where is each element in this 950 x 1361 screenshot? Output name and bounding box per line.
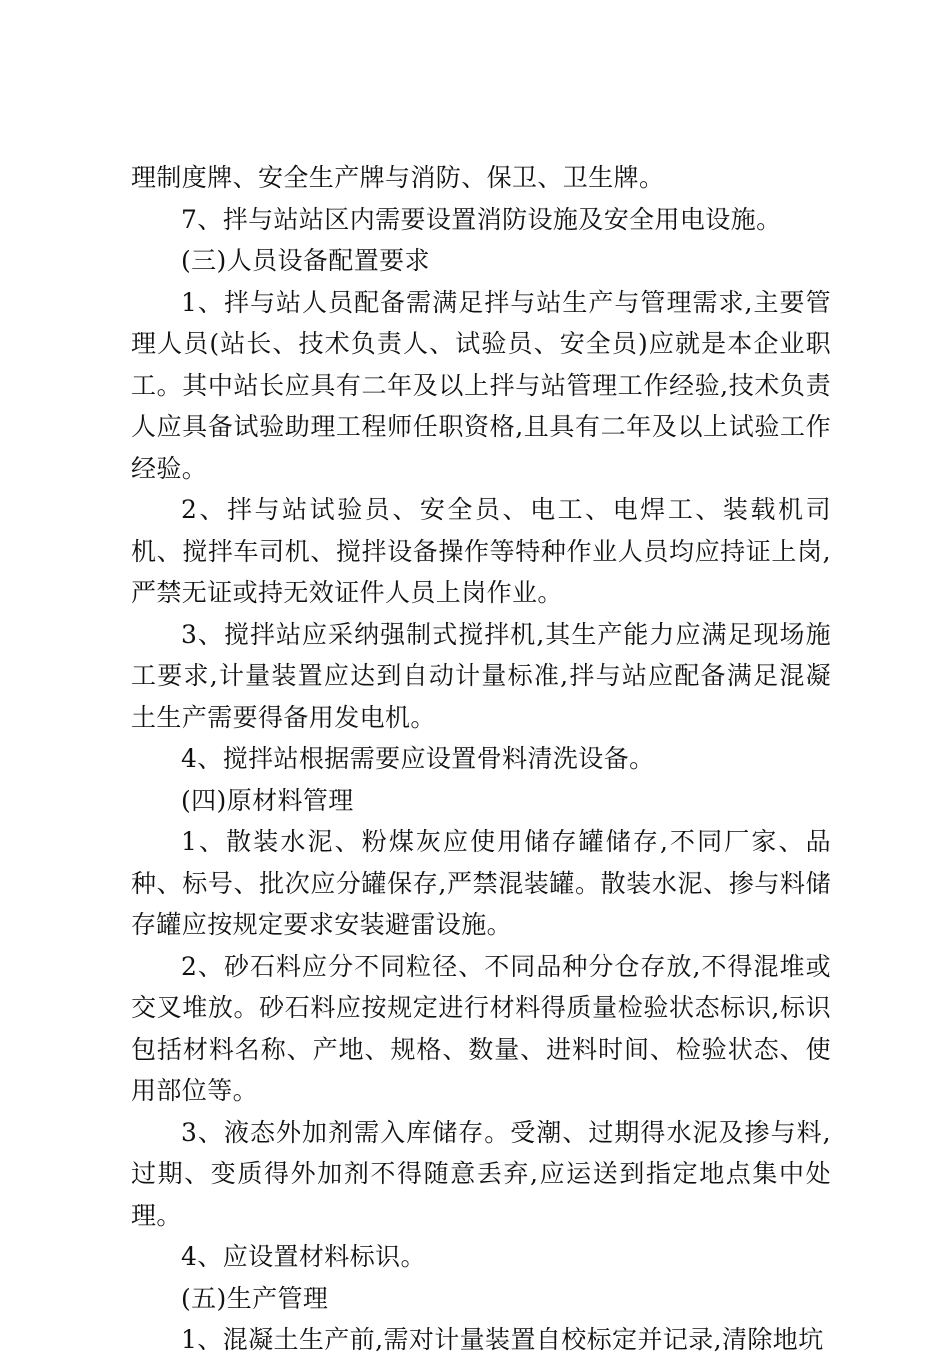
section-heading-raw-materials: (四)原材料管理 <box>181 785 354 815</box>
list-item-3-admixture-storage: 3、液态外加剂需入库储存。受潮、过期得水泥及掺与料,过期、变质得外加剂不得随意丢弃,应运送到指定地点集中处理。 <box>131 1117 831 1230</box>
list-item-1-staffing: 1、拌与站人员配备需满足拌与站生产与管理需求,主要管理人员(站长、技术负责人、试验员、安全员)应就是本企业职工。其中站长应具有二年及以上拌与站管理工作经验,技术负责人应具备试验助理工程师任职资格,且具有二年及以上试验工作经验。 <box>131 287 831 483</box>
document-body <box>131 157 831 1361</box>
list-item-1-cement-storage: 1、散装水泥、粉煤灰应使用储存罐储存,不同厂家、品种、标号、批次应分罐保存,严禁混装罐。散装水泥、掺与料储存罐应按规定要求安装避雷设施。 <box>131 827 831 939</box>
list-item-1-calibration: 1、混凝土生产前,需对计量装置自校标定并记录,清除地坑 <box>181 1325 824 1354</box>
list-item-7-fire-safety: 7、拌与站站区内需要设置消防设施及安全用电设施。 <box>181 204 782 234</box>
list-item-4-aggregate-washing: 4、搅拌站根据需要应设置骨料清洗设备。 <box>181 744 655 773</box>
list-item-2-aggregate-storage: 2、砂石料应分不同粒径、不同品种分仓存放,不得混堆或交叉堆放。砂石料应按规定进行材料得质量检验状态标识,标识包括材料名称、产地、规格、数量、进料时间、检验状态、使用部位等。 <box>131 951 831 1105</box>
section-heading-production: (五)生产管理 <box>181 1283 329 1313</box>
paragraph-continuation: 理制度牌、安全生产牌与消防、保卫、卫生牌。 <box>131 163 665 192</box>
list-item-2-certification: 2、拌与站试验员、安全员、电工、电焊工、装载机司机、搅拌车司机、搅拌设备操作等特种作业人员均应持证上岗,严禁无证或持无效证件人员上岗作业。 <box>131 495 831 607</box>
section-heading-personnel-equipment: (三)人员设备配置要求 <box>181 246 430 275</box>
list-item-4-material-labels: 4、应设置材料标识。 <box>181 1242 426 1271</box>
list-item-3-mixer-equipment: 3、搅拌站应采纳强制式搅拌机,其生产能力应满足现场施工要求,计量装置应达到自动计量标准,拌与站应配备满足混凝土生产需要得备用发电机。 <box>131 619 831 732</box>
